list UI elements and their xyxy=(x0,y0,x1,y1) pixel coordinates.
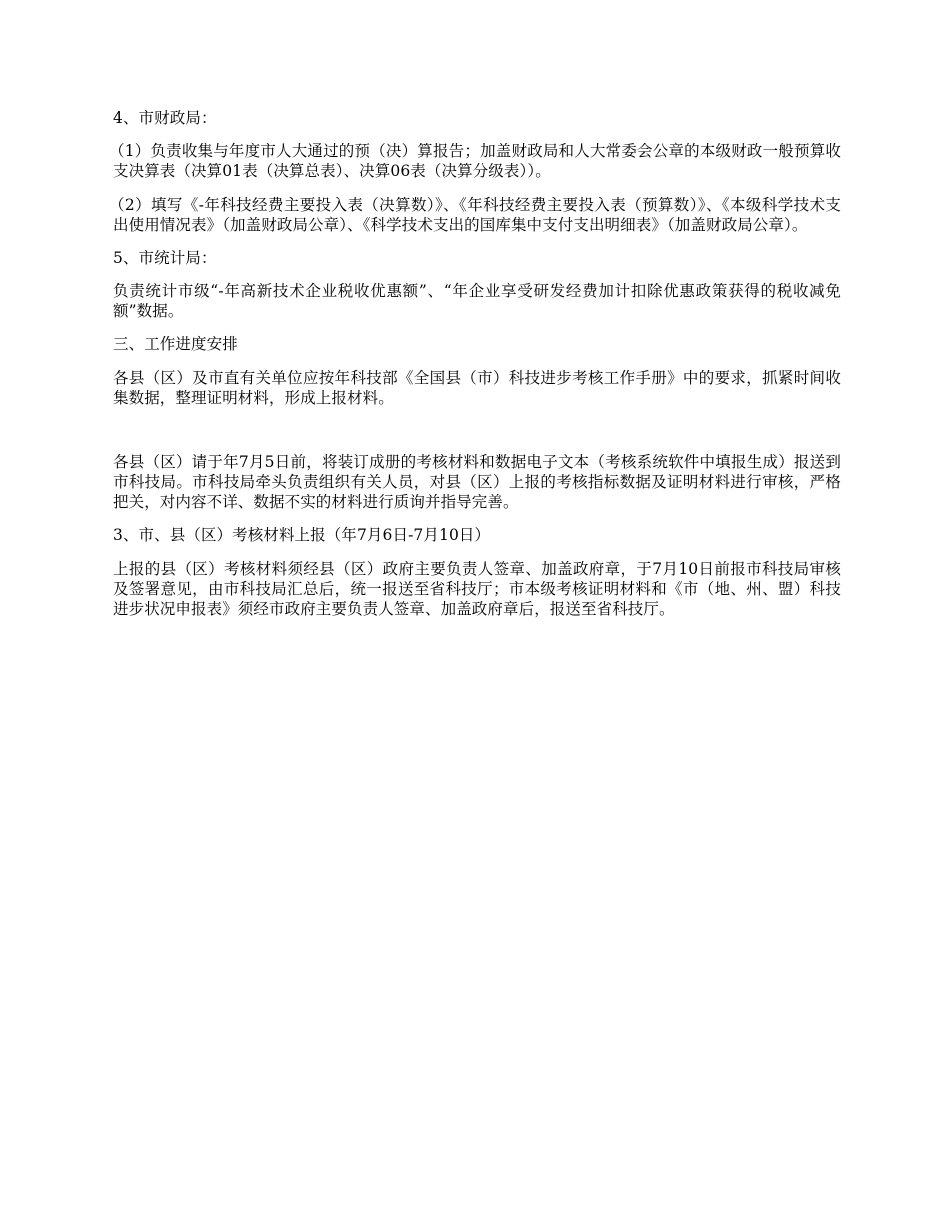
section-heading-materials-submission: 3、市、县（区）考核材料上报（年7月6日-7月10日） xyxy=(113,526,491,544)
section-heading-schedule: 三、工作进度安排 xyxy=(113,335,238,353)
paragraph-statistics-duty: 负责统计市级“-年高新技术企业税收优惠额”、“年企业享受研发经费加计扣除优惠政策获得的税收减免额”数据。 xyxy=(113,282,841,320)
document-body xyxy=(109,108,841,619)
paragraph-county-submission: 各县（区）请于年7月5日前，将装订成册的考核材料和数据电子文本（考核系统软件中填报生成）报送到市科技局。市科技局牵头负责组织有关人员，对县（区）上报的考核指标数据及证明材料进行审核，严格把关，对内容不详、数据不实的材料进行质询并指导完善。 xyxy=(113,453,841,511)
paragraph-finance-item-1: （1）负责收集与年度市人大通过的预（决）算报告；加盖财政局和人大常委会公章的本级财政一般预算收支决算表（决算01表（决算总表）、决算06表（决算分级表））。 xyxy=(109,142,841,180)
paragraph-materials-submission: 上报的县（区）考核材料须经县（区）政府主要负责人签章、加盖政府章，于7月10日前报市科技局审核及签署意见，由市科技局汇总后，统一报送至省科技厅；市本级考核证明材料和《市（地、州、盟）科技进步状况申报表》须经市政府主要负责人签章、加盖政府章后，报送至省科技厅。 xyxy=(113,560,841,618)
section-heading-statistics-bureau: 5、市统计局： xyxy=(113,249,217,267)
section-heading-finance-bureau: 4、市财政局： xyxy=(113,109,217,127)
paragraph-finance-item-2: （2）填写《-年科技经费主要投入表（决算数）》、《年科技经费主要投入表（预算数）》、《本级科学技术支出使用情况表》（加盖财政局公章）、《科学技术支出的国库集中支付支出明细表》（加盖财政局公章）。 xyxy=(109,196,841,234)
paragraph-schedule-intro: 各县（区）及市直有关单位应按年科技部《全国县（市）科技进步考核工作手册》中的要求，抓紧时间收集数据，整理证明材料，形成上报材料。 xyxy=(113,369,841,407)
